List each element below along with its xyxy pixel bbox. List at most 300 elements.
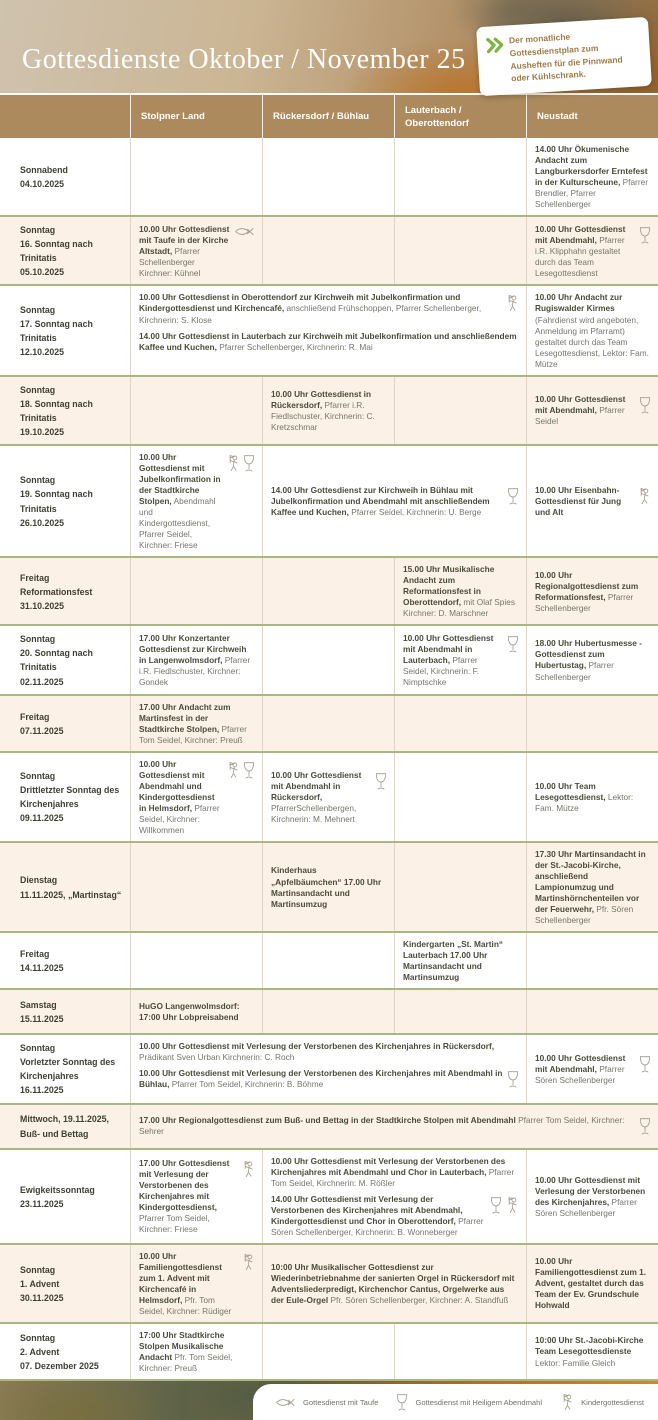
service-text-detail: Pfarrer Tom Seidel, Kirchnerin: B. Böhme [169,1079,324,1090]
date-line: 15.11.2025 [20,1014,64,1025]
service-text-bold: HuGO Langenwolmsdorf: 17:00 Uhr Lobpreisabend [139,1001,240,1023]
service-text-detail: Pfarrer Brendler, Pfarrer Schellenberger [535,177,648,210]
service-text [535,1053,635,1086]
service-icons [639,224,651,248]
kids-icon [226,761,240,783]
empty-cell [130,558,262,624]
fish-icon [234,226,255,240]
service-text [139,1158,237,1235]
schedule-row [0,286,658,376]
service-text-detail: Pfarrer Seidel, Kirchnerin: F. Nimptschke [403,654,480,688]
date-line: 19.10.2025 [20,426,65,437]
service-cell [526,753,658,841]
date-line: Sonnabend [20,165,68,176]
service-cell [130,1324,262,1379]
service-entry [535,224,651,279]
schedule-row [0,377,658,446]
service-cell [526,626,658,693]
service-entry [535,849,651,926]
service-text [139,759,222,836]
date-line: Samstag [20,1000,57,1011]
service-text-bold: 10.00 Uhr Gottesdienst mit Verlesung der Verstorbenen des Kirchenjahres mit Abendmahl in Bühlau, [139,1068,503,1090]
service-cell [130,217,262,284]
service-icons [241,1158,255,1182]
chalice-icon [507,1070,519,1092]
footer-photo [0,1381,658,1420]
service-cell [262,377,394,444]
service-entry [535,570,651,614]
service-text-bold: 17:00 Uhr Stadtkirche Stolpen Musikalische Andacht [139,1329,225,1362]
date-line: Freitag [20,572,50,583]
empty-cell [394,696,526,751]
date-line: 07. Dezember 2025 [20,1361,99,1372]
service-text [139,1115,635,1137]
service-text-bold: 10.00 Uhr Gottesdienst mit Verlesung der Verstorbenen des Kirchenjahres, [535,1174,646,1207]
empty-cell [394,990,526,1033]
service-text-detail: Pfr. Sören Schellenberger [535,904,634,926]
service-text [139,224,230,279]
empty-cell [130,138,262,215]
service-icons [507,1068,519,1092]
empty-cell [130,377,262,444]
schedule-row [0,696,658,753]
service-text [139,1330,255,1374]
service-text [139,1068,503,1090]
service-cell [130,990,262,1033]
legend-label: Kindergottesdienst [581,1397,644,1407]
service-text-bold: 10.00 Uhr Gottesdienst mit Abendmahl, [535,1052,626,1074]
table-header-row [0,95,658,138]
kids-icon [505,294,519,316]
date-cell [0,1035,130,1102]
service-icons [639,394,651,418]
service-text-detail: Pfarrer Schellenberger [535,660,614,682]
date-cell [0,1105,130,1148]
schedule-row [0,990,658,1035]
service-entry [271,770,387,825]
schedule-row [0,1035,658,1104]
legend-item [275,1397,378,1408]
chalice-icon [507,635,519,657]
schedule-table [0,95,658,1381]
service-text-bold: 14.00 Uhr Gottesdienst mit Verlesung der Verstorbenen des Kirchenjahres mit Abendmahl, Kindergottesdienst und Chor in Oberottendorf, [271,1193,463,1226]
date-cell [0,558,130,624]
legend-label: Gottesdienst mit Heiligem Abendmahl [415,1397,543,1407]
service-entry [535,144,651,210]
service-entry [139,1251,255,1317]
service-text-bold: 10.00 Uhr Familiengottesdienst zum 1. Advent, gestaltet durch das Team der Ev. Grundschule Hohwald [535,1256,647,1311]
service-cell [130,1105,658,1148]
date-line: 20. Sonntag nach Trinitatis [20,648,93,673]
service-text [271,1156,519,1189]
service-cell [526,843,658,931]
date-cell [0,138,130,215]
service-icons [507,633,519,657]
service-text [139,1041,519,1063]
service-text-bold: 10.00 Uhr Gottesdienst mit Taufe in der Kirche Altstadt, [139,223,230,256]
date-line: Freitag [20,949,50,960]
service-cell [262,843,394,931]
date-line: 17. Sonntag nach Trinitatis [20,318,93,344]
date-line: 04.10.2025 [20,179,65,190]
date-line: 12.10.2025 [20,347,65,358]
empty-cell [262,138,394,215]
date-line: 05.10.2025 [20,267,65,278]
note-box [476,17,652,96]
service-icons [375,770,387,794]
service-entry [535,1335,651,1368]
service-text-detail: mit Olaf Spies Kirchner: D. Marschner [403,597,516,619]
column-header: Stolpner Land [130,95,262,138]
column-header: Rückersdorf / Bühlau [262,95,394,138]
service-cell [526,1324,658,1379]
schedule-row [0,933,658,990]
service-cell [526,446,658,556]
service-text-bold: 17.00 Uhr Regionalgottesdienst zum Buß- und Bettag in der Stadtkirche Stolpen mit Abendmahl [139,1114,516,1125]
service-entry [139,1041,519,1063]
service-text [139,292,501,325]
service-text [139,633,255,688]
schedule-row [0,558,658,626]
date-line: Sonntag [20,1264,56,1275]
chalice-icon [639,1055,651,1077]
date-line: 09.11.2025 [20,813,64,824]
date-cell [0,696,130,751]
service-text-detail: Pfarrer Tom Seidel, Kirchner: Sehrer [139,1114,625,1136]
service-text [403,633,503,688]
service-text-detail: PfarrerSchellenbergen, Kirchnerin: M. Mehnert [271,802,357,824]
service-cell [130,1245,262,1322]
service-cell [262,1245,526,1322]
service-text-detail: Pfarrer Tom Seidel, Kirchner: Preuß [139,723,247,745]
service-text [535,485,633,518]
service-icons [507,485,519,509]
service-entry [535,485,651,518]
date-line: Sonntag [20,475,56,486]
schedule-row [0,1150,658,1245]
fish-icon [275,1397,296,1408]
service-text-detail: Pfr. Sören Schellenberger, Kirchner: A. Standfuß [328,1294,509,1305]
page-title: Gottesdienste Oktober / November 25 [22,44,466,75]
service-entry [271,1262,519,1306]
service-text-bold: 10.00 Uhr Gottesdienst mit Abendmahl in Lauterbach, [403,632,494,665]
service-text-detail: Pfr. Tom Seidel, Kirchner: Preuß [139,1352,233,1374]
service-entry [139,292,519,325]
service-cell [526,1035,658,1102]
service-entry [139,1068,519,1092]
service-entry [139,702,255,746]
service-text [403,939,519,983]
empty-cell [394,753,526,841]
service-text-bold: 14.00 Uhr Gottesdienst in Lauterbach zur Kirchweih mit Jubelkonfirmation und anschließendem Kaffee und Kuchen, [139,330,517,352]
empty-cell [262,990,394,1033]
service-text-detail: Pfarrer Schellenberger Kirchner: Kühnel [139,245,201,278]
service-text-detail: Pfarrer Schellenberger [535,591,634,613]
service-text-bold: 17.00 Uhr Konzertanter Gottesdienst zur Kirchweih in Langenwolmsdorf, [139,632,247,665]
date-line: 2. Advent [20,1346,60,1357]
date-line: Sonntag [20,304,56,315]
date-line: 07.11.2025 [20,725,64,736]
service-cell [394,558,526,624]
service-cell [526,217,658,284]
service-text-detail: Pfarrer Seidel, Kirchnerin: U. Berge [348,507,482,518]
schedule-row [0,138,658,217]
date-line: Sonntag [20,1332,56,1343]
service-text [139,702,255,746]
service-text-bold: 10.00 Uhr Andacht zur Rugiswalder Kirmes [535,292,623,314]
service-entry [271,865,387,909]
schedule-row [0,446,658,558]
column-header: Neustadt [526,95,658,138]
service-text-bold: 10.00 Uhr Gottesdienst mit Verlesung der Verstorbenen des Kirchenjahres in Rückersdorf, [139,1041,495,1052]
service-text-bold: 18.00 Uhr Hubertusmesse - Gottesdienst zum Hubertustag, [535,638,642,671]
service-text [535,638,651,682]
service-cell [394,626,526,693]
service-icons [241,1251,255,1275]
empty-cell [394,1324,526,1379]
service-text [271,770,371,825]
service-text [535,1175,651,1219]
empty-cell [526,933,658,988]
date-line: Vorletzter Sonntag des Kirchenjahres [20,1057,116,1082]
service-entry [535,394,651,427]
date-cell [0,377,130,444]
service-text-bold: 10.00 Uhr Familiengottesdienst zum 1. Advent mit Kirchencafé in Helmsdorf, [139,1250,222,1305]
kids-icon [241,1253,255,1275]
schedule-row [0,217,658,286]
chalice-icon [639,396,651,418]
chalice-icon [243,454,255,476]
empty-cell [262,217,394,284]
service-cell [526,1150,658,1243]
service-text [535,394,635,427]
service-text-bold: 10:00 Uhr St.-Jacobi-Kirche Team Lesegottesdienste [535,1335,644,1357]
service-cell [526,138,658,215]
date-line: Sonntag [20,225,56,236]
note-text: Der monatliche Gottesdienstplan zum Ausheften für die Pinnwand oder Kühlschrank. [508,31,623,84]
service-cell [130,286,526,374]
service-entry [139,1115,651,1139]
chalice-icon [639,226,651,248]
service-entry [403,939,519,983]
service-text-detail: (Fahrdienst wird angeboten, Anmeldung im Pfarramt) gestaltet durch das Team Lesegottesdienst, Lektor: Fam. Mütze [535,314,649,369]
date-line: Dienstag [20,875,58,886]
service-text [271,865,387,909]
service-cell [262,753,394,841]
service-text-detail: Pfarrer Tom Seidel, Kirchner: Friese [139,1213,210,1235]
empty-cell [394,843,526,931]
service-text-bold: 10.00 Uhr Gottesdienst mit Abendmahl in Rückersdorf, [271,769,362,802]
service-icons [639,1115,651,1139]
date-cell [0,446,130,556]
empty-cell [394,377,526,444]
chalice-icon [639,1117,651,1139]
service-text-bold: 10.00 Uhr Gottesdienst mit Abendmahl und Kindergottesdienst in Helmsdorf, [139,758,215,813]
date-line: 16.11.2025 [20,1085,64,1096]
service-text-bold: 17.00 Uhr Gottesdienst mit Verlesung der Verstorbenen des Kirchenjahres mit Kindergottesdienst, [139,1158,230,1213]
date-cell [0,990,130,1033]
empty-cell [526,990,658,1033]
column-header-date [0,95,130,138]
service-cell [526,1245,658,1322]
service-entry [535,1053,651,1086]
service-entry [139,331,519,353]
chalice-icon [507,487,519,509]
service-text [271,1194,486,1238]
service-text-bold: 10.00 Uhr Gottesdienst mit Verlesung der Verstorbenen des Kirchenjahres mit Abendmahl und Chor in Lauterbach, [271,1155,506,1177]
service-text-detail: Lektor: Familie Gleich [535,1357,616,1368]
date-line: Sonntag [20,1043,56,1054]
service-text [139,1251,237,1317]
table-body [0,138,658,1381]
service-text-bold: 10.00 Uhr Team Lesegottesdienst, [535,780,606,802]
service-entry [535,1175,651,1219]
service-cell [394,933,526,988]
schedule-row [0,626,658,695]
service-text-bold: 10.00 Uhr Gottesdienst in Oberottendorf zur Kirchweih mit Jubelkonfirmation und Kindergottesdienst und Kirchencafé, [139,292,461,314]
date-cell [0,286,130,374]
date-cell [0,1150,130,1243]
schedule-row [0,1245,658,1324]
service-entry [271,485,519,518]
chalice-icon [243,761,255,783]
service-text-bold: 10.00 Uhr Gottesdienst in Rückersdorf, [271,388,372,410]
service-text-detail: Pfarrer Sören Schellenberger [535,1196,637,1218]
schedule-row [0,1105,658,1150]
service-text-bold: 14.00 Uhr Ökumenische Andacht zum Langburkersdorfer Erntefest in der Kulturscheune, [535,144,648,188]
date-line: 26.10.2025 [20,517,65,528]
service-text [535,292,651,369]
service-cell [262,446,526,556]
service-text-detail: Pfarrer Seidel, Kirchner: Willkommen [139,802,220,835]
service-entry [535,1256,651,1311]
date-line: Drittletzter Sonntag des Kirchenjahres [20,785,120,810]
legend-label: Gottesdienst mit Taufe [303,1397,379,1407]
column-header: Lauterbach / Oberottendorf [394,95,526,138]
service-text-detail: Prädikant Sven Urban Kirchnerin: C. Roch [139,1052,295,1063]
date-line: Reformationsfest [20,586,93,597]
date-cell [0,1245,130,1322]
service-text [139,452,222,551]
service-text-bold: 10.00 Uhr Gottesdienst mit Abendmahl, [535,223,626,245]
service-text-bold: Kinderhaus „Apfelbäumchen“ 17.00 Uhr Martinsandacht und Martinsumzug [271,865,382,909]
service-text-bold: 10.00 Uhr Regionalgottesdienst zum Reformationsfest, [535,569,639,602]
kids-icon [637,487,651,509]
service-text [535,1335,651,1368]
service-text-bold: 10:00 Uhr Musikalischer Gottesdienst zur Wiederinbetriebnahme der sanierten Orgel in Rückersdorf mit Adventsliederpredigt, Kirchenchor Cantus, Orgelwerke aus der Eule-Orgel [271,1261,515,1305]
service-icons [234,224,255,240]
service-text [535,224,635,279]
service-text [139,1001,255,1023]
service-text-bold: 15.00 Uhr Musikalische Andacht zum Reformationsfest in Oberottendorf, [403,564,495,608]
service-text-detail: Pfarrer i.R. Klipphahn gestaltet durch das Team Lesegottesdienst [535,234,625,278]
date-line: 16. Sonntag nach Trinitatis [20,239,93,264]
service-entry [139,759,255,836]
service-text-detail: Pfr. Tom Seidel, Kirchner: Rüdiger [139,1294,232,1316]
date-line: Ewigkeitssonntag [20,1184,95,1195]
date-line: 14.11.2025 [20,963,64,974]
service-text-bold: 10.00 Uhr Eisenbahn-Gottesdienst für Jung und Alt [535,485,622,518]
empty-cell [130,933,262,988]
date-line: 31.10.2025 [20,600,65,611]
service-entry [139,452,255,551]
service-entry [139,1330,255,1374]
empty-cell [394,217,526,284]
service-text-detail: Pfarrer Schellenberger, Kirchnerin: R. Mai [216,341,373,352]
service-text [535,144,651,210]
date-line: Freitag [20,711,50,722]
schedule-row [0,753,658,843]
date-line: 02.11.2025 [20,676,64,687]
service-text [139,331,519,353]
service-icons [505,292,519,316]
service-cell [526,286,658,374]
empty-cell [262,626,394,693]
date-line: 11.11.2025, „Martinstag“ [20,889,122,900]
date-line: Sonntag [20,634,56,645]
date-cell [0,217,130,284]
service-cell [130,1035,526,1102]
date-line: 23.11.2025 [20,1198,64,1209]
service-cell [526,558,658,624]
service-entry [535,292,651,369]
service-text-bold: 10.00 Uhr Gottesdienst mit Abendmahl, [535,394,626,416]
date-line: Sonntag [20,384,56,395]
service-text [535,781,651,814]
service-entry [535,781,651,814]
service-entry [139,633,255,688]
service-entry [271,389,387,433]
service-text-bold: 17.00 Uhr Andacht zum Martinsfest in der Stadtkirche Stolpen, [139,701,231,734]
date-line: Sonntag [20,771,56,782]
service-icons [226,452,255,476]
service-cell [526,377,658,444]
service-icons [490,1194,519,1218]
service-text-detail: Abendmahl und Kindergottesdienst, Pfarrer Seidel, Kirchner: Friese [139,496,216,551]
service-entry [271,1156,519,1189]
schedule-row [0,843,658,933]
service-text [271,485,503,518]
chalice-icon [396,1393,408,1412]
date-line: 1. Advent [20,1278,60,1289]
service-entry [139,224,255,279]
service-text [535,849,651,926]
kids-icon [505,1196,519,1218]
service-cell [262,1150,526,1243]
service-cell [130,696,262,751]
service-entry [403,633,519,688]
service-text-detail: Lektor: Fam. Mütze [535,791,634,813]
schedule-row [0,1324,658,1381]
service-text [535,1256,651,1311]
date-line: Mittwoch, 19.11.2025, [20,1114,109,1125]
empty-cell [262,696,394,751]
empty-cell [394,138,526,215]
service-entry [139,1001,255,1023]
date-cell [0,1324,130,1379]
empty-cell [262,933,394,988]
service-text-detail: Pfarrer Seidel [535,405,625,427]
empty-cell [526,696,658,751]
service-cell [130,626,262,693]
service-text [535,570,651,614]
kids-icon [241,1160,255,1182]
service-entry [535,638,651,682]
kids-icon [560,1393,574,1412]
date-cell [0,626,130,693]
service-icons [637,485,651,509]
kids-icon [226,454,240,476]
